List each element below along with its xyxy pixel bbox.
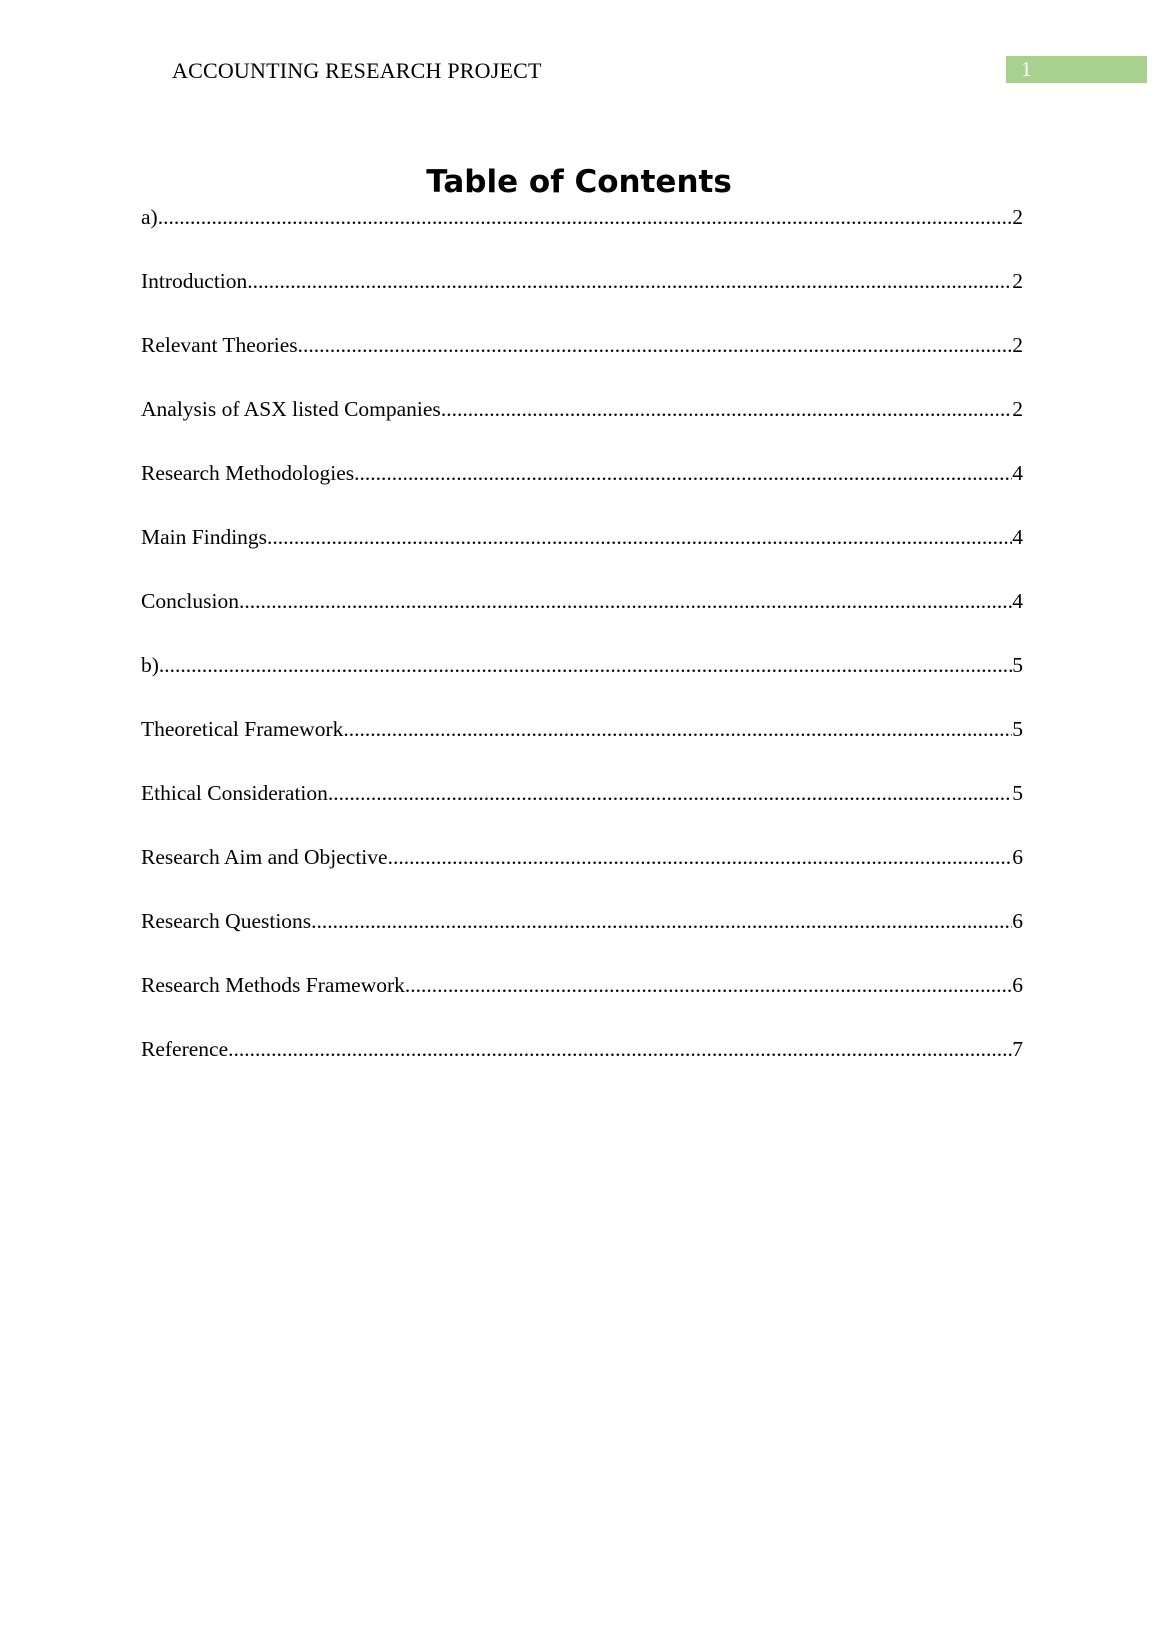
page-number-badge <box>1006 56 1147 83</box>
toc-entry-label: Reference <box>141 1037 229 1061</box>
toc-entry-page: 6 <box>1012 909 1023 933</box>
toc-entry-page: 5 <box>1012 781 1023 805</box>
toc-entry-page: 6 <box>1012 973 1023 997</box>
toc-entry-research-methodologies[interactable] <box>141 459 1023 523</box>
toc-entry-label: Main Findings <box>141 525 268 549</box>
toc-entry-label: Research Questions <box>141 909 312 933</box>
toc-dot-leader <box>159 651 1012 679</box>
toc-dot-leader <box>228 1035 1012 1063</box>
toc-entry-b[interactable] <box>141 651 1023 715</box>
toc-entry-label: Ethical Consideration <box>141 781 328 805</box>
toc-entry-label: b) <box>141 653 159 677</box>
toc-dot-leader <box>267 523 1012 551</box>
running-header-title: ACCOUNTING RESEARCH PROJECT <box>172 58 542 83</box>
toc-dot-leader <box>247 267 1012 295</box>
table-of-contents <box>141 203 1023 1099</box>
toc-entry-page: 2 <box>1012 397 1023 421</box>
toc-entry-page: 2 <box>1012 205 1023 229</box>
toc-entry-label: Theoretical Framework <box>141 717 344 741</box>
toc-dot-leader <box>441 395 1012 423</box>
toc-entry-analysis-asx[interactable] <box>141 395 1023 459</box>
toc-entry-introduction[interactable] <box>141 267 1023 331</box>
toc-dot-leader <box>354 459 1012 487</box>
toc-entry-page: 2 <box>1012 333 1023 357</box>
toc-entry-a[interactable] <box>141 203 1023 267</box>
toc-entry-label: Conclusion <box>141 589 239 613</box>
toc-entry-label: Research Methodologies <box>141 461 355 485</box>
toc-dot-leader <box>388 843 1013 871</box>
toc-entry-research-methods-framework[interactable] <box>141 971 1023 1035</box>
toc-entry-relevant-theories[interactable] <box>141 331 1023 395</box>
toc-entry-conclusion[interactable] <box>141 587 1023 651</box>
toc-entry-label: Introduction <box>141 269 248 293</box>
toc-entry-main-findings[interactable] <box>141 523 1023 587</box>
toc-entry-research-questions[interactable] <box>141 907 1023 971</box>
toc-entry-page: 2 <box>1012 269 1023 293</box>
toc-entry-page: 6 <box>1012 845 1023 869</box>
toc-entry-theoretical-framework[interactable] <box>141 715 1023 779</box>
toc-dot-leader <box>239 587 1012 615</box>
toc-entry-page: 5 <box>1012 717 1023 741</box>
toc-entry-label: Relevant Theories <box>141 333 298 357</box>
toc-entry-label: Research Methods Framework <box>141 973 405 997</box>
page-number: 1 <box>1021 57 1032 81</box>
toc-entry-label: Analysis of ASX listed Companies <box>141 397 441 421</box>
toc-entry-page: 4 <box>1012 461 1023 485</box>
toc-dot-leader <box>343 715 1012 743</box>
toc-entry-reference[interactable] <box>141 1035 1023 1099</box>
toc-entry-page: 5 <box>1012 653 1023 677</box>
toc-entry-label: Research Aim and Objective <box>141 845 388 869</box>
toc-dot-leader <box>311 907 1012 935</box>
toc-dot-leader <box>405 971 1012 999</box>
toc-entry-research-aim[interactable] <box>141 843 1023 907</box>
toc-dot-leader <box>158 203 1013 231</box>
page-header <box>0 0 1158 100</box>
toc-entry-ethical-consideration[interactable] <box>141 779 1023 843</box>
toc-dot-leader <box>298 331 1013 359</box>
toc-heading: Table of Contents <box>426 164 732 200</box>
toc-entry-page: 4 <box>1012 525 1023 549</box>
toc-dot-leader <box>328 779 1012 807</box>
toc-entry-label: a) <box>141 205 158 229</box>
toc-entry-page: 7 <box>1012 1037 1023 1061</box>
toc-entry-page: 4 <box>1012 589 1023 613</box>
